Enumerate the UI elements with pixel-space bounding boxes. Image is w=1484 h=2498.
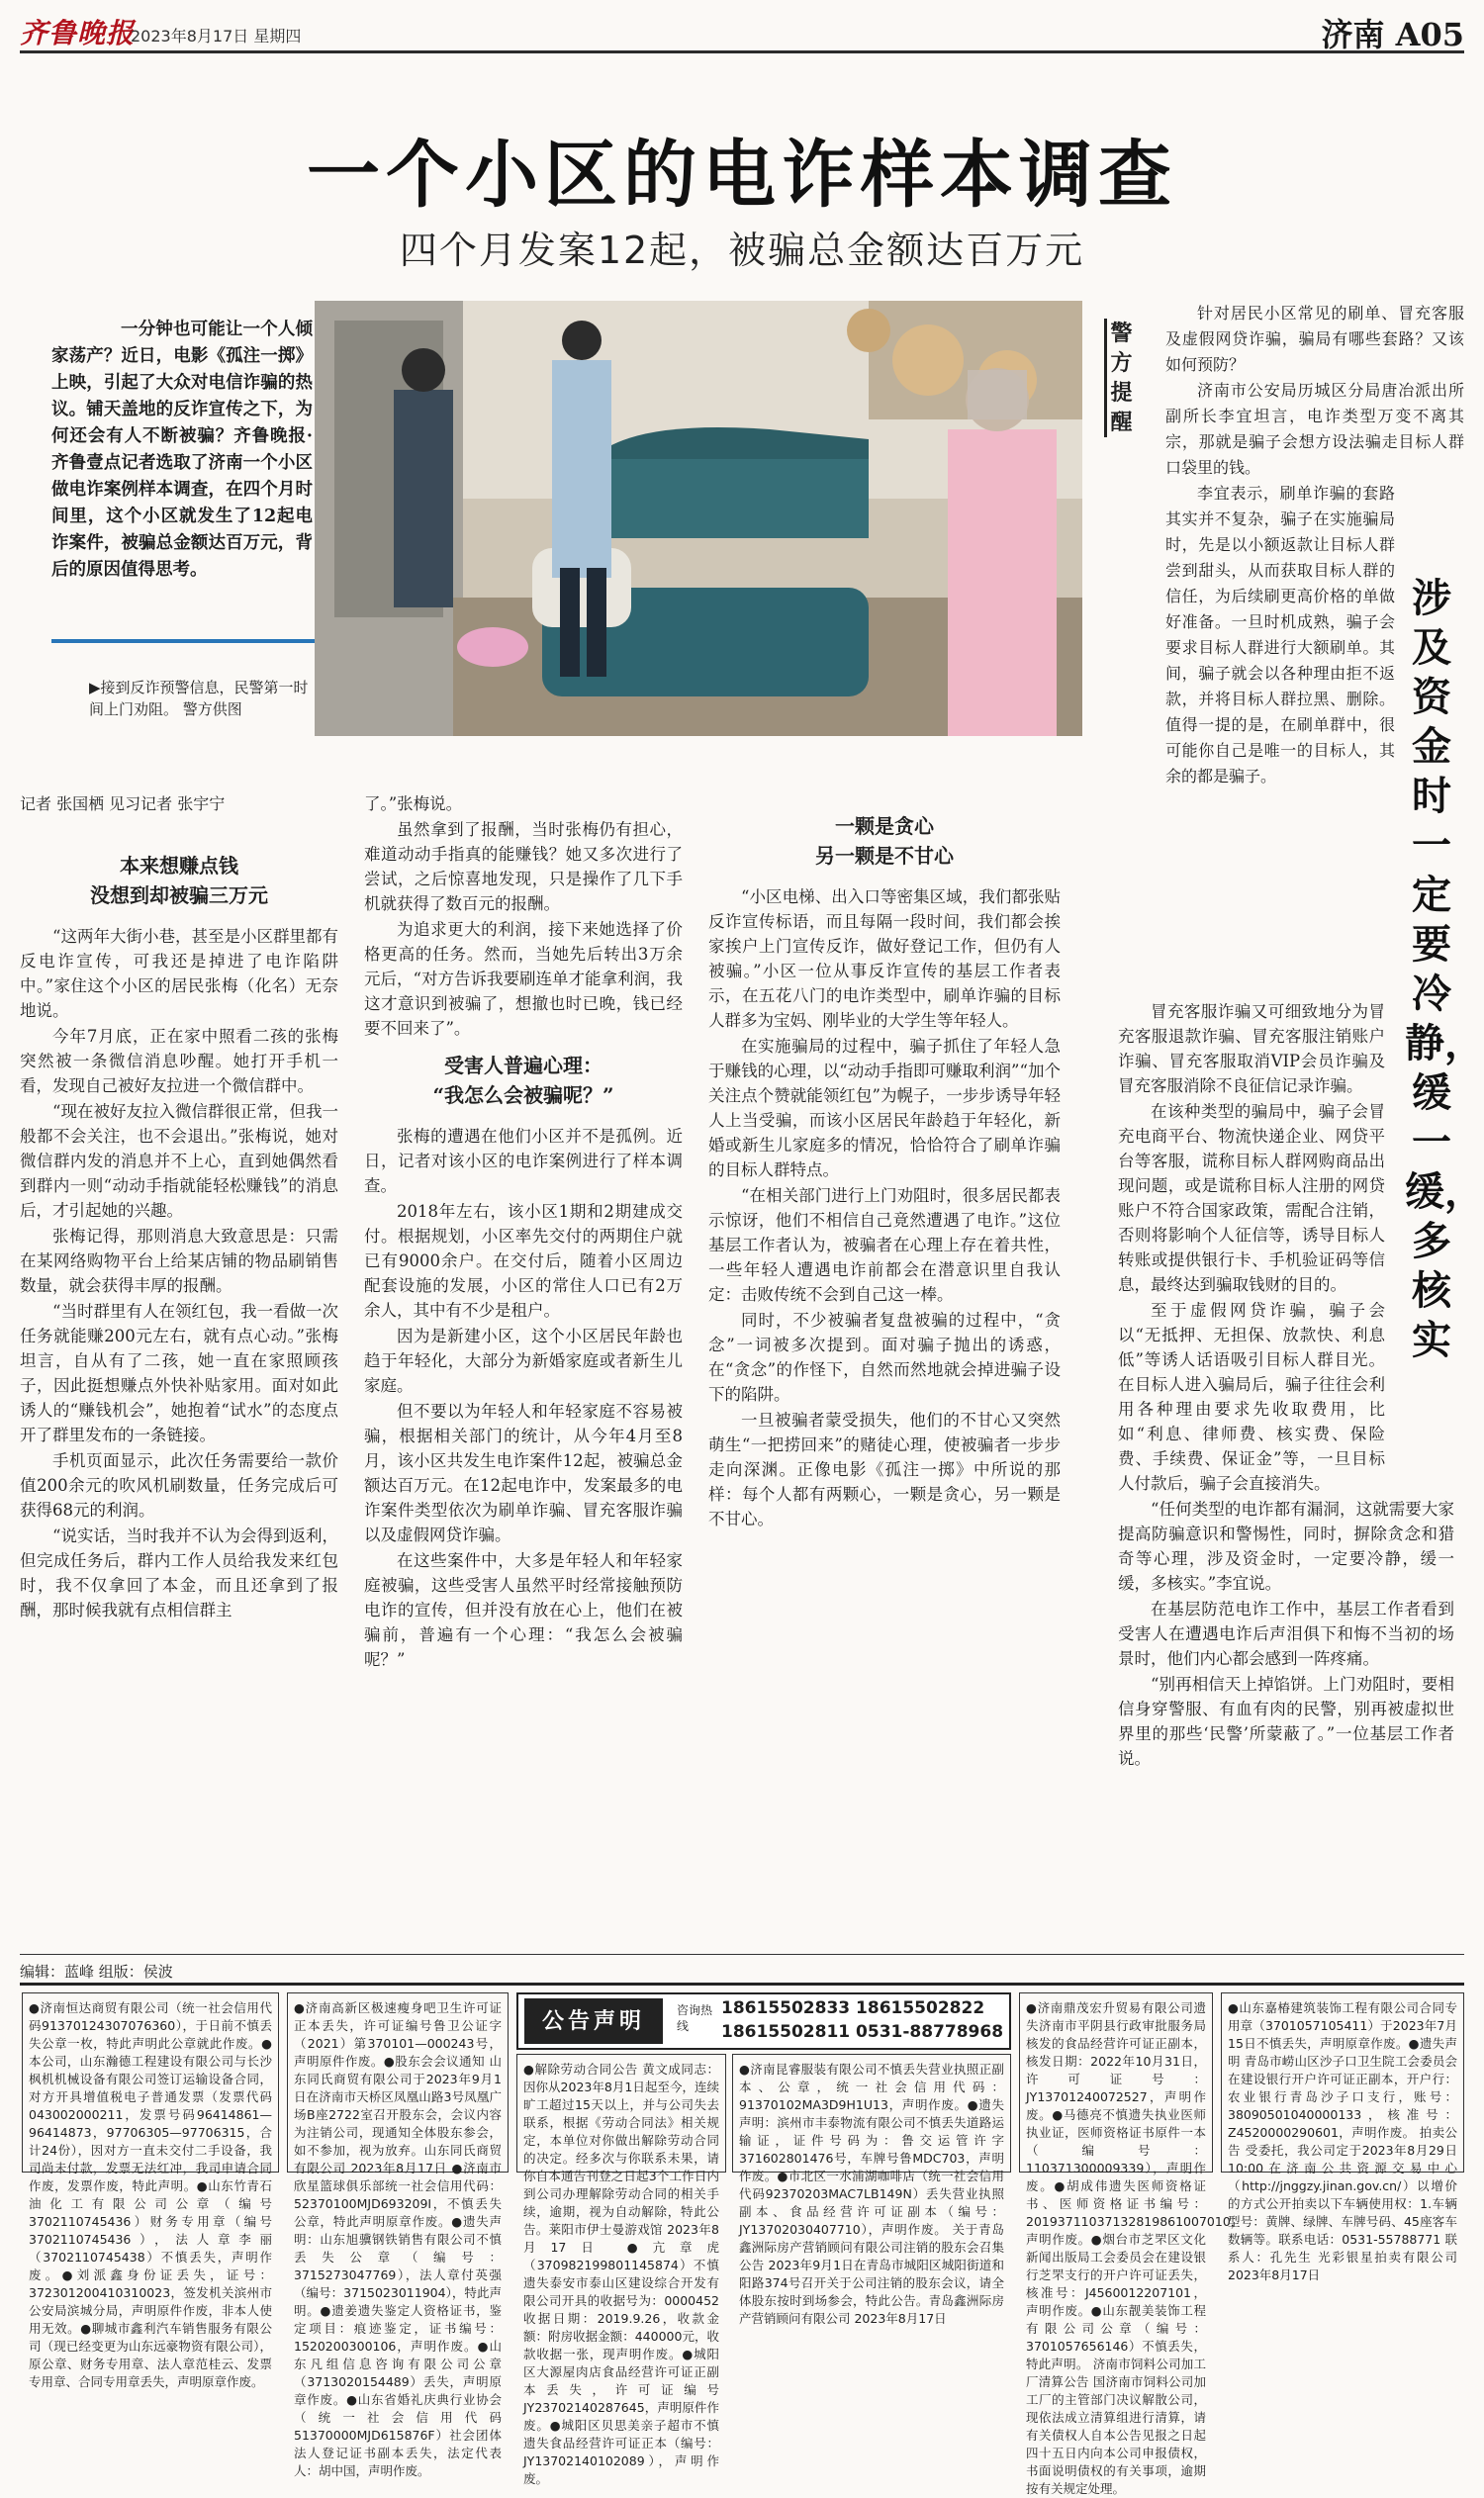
paragraph: 今年7月底，正在家中照看二孩的张梅突然被一条微信消息吵醒。她打开手机一看，发现自己被好友拉进一个微信群中。 [20,1027,338,1095]
pull-quote: 涉及资金时一定要冷静，缓一缓，多核实 [1405,575,1484,1363]
column-3 [708,801,1061,1532]
photo-caption: ▶接到反诈预警信息，民警第一时间上门劝阻。 警方供图 [89,679,309,718]
paragraph: 在实施骗局的过程中，骗子抓住了年轻人急于赚钱的心理，以“动动手指即可赚取利润”“加个关注点个赞就能领红包”为幌子，一步步诱导年轻人上当受骗，而该小区居民年龄趋于年轻化，新婚或新生儿家庭多的情况，恰恰符合了刷单诈骗的目标人群特点。 [708,1037,1061,1179]
edition-label: 济南 A05 [1321,16,1464,53]
paragraph: 在这些案件中，大多是年轻人和年轻家庭被骗，这些受害人虽然平时经常接触预防电诈的宣传，但并没有放在心上，他们在被骗前，普遍有一个心理：“我怎么会被骗呢？” [364,1551,683,1669]
paragraph: 虽然拿到了报酬，当时张梅仍有担心，难道动动手指真的能赚钱？她又多次进行了尝试，之后惊喜地发现，只是操作了几下手机就获得了数百元的报酬。 [364,820,683,913]
classified-ads-column-3: ●解除劳动合同公告 黄文成同志：因你从2023年8月1日起至今，连续旷工超过15天以上，并与公司失去联系，根据《劳动合同法》相关规定，本单位对你做出解除劳动合同的决定。经多次与你联系未果，请你自本通告刊登之日起3个工作日内到公司办理解除劳动合同的相关手续，逾期，视为自动解除，特此公告。莱阳市伊士曼游戏馆 2023年8月17日 ●亢章虎（370982199801145874）不慎遗失泰安市泰山区建设综合开发有限公司开具的收据号为：0000452收据日期：2019.9.26，收款金额：附房收据金额：440000元，收款收据一张，现声明作废。●城阳区大源屋肉店食品经营许可证正副本丢失，许可证编号JY23702140287645，声明原件作废。●城阳区贝思美亲子超市不慎遗失食品经营许可证正本（编号：JY13702140102089），声明作废。 [516,2054,726,2173]
notice-label: 公告声明 [524,1998,663,2044]
paragraph: “别再相信天上掉馅饼。上门劝阻时，要相信身穿警服、有血有肉的民警，别再被虚拟世界里的那些‘民警’所蒙蔽了。”一位基层工作者说。 [1118,1675,1454,1768]
phone-line: 18615502833 18615502822 [721,1998,985,2018]
classified-ads-column-6: ●山东嘉椿建筑装饰工程有限公司合同专用章（3701057105411）于2023年7月15日不慎丢失，声明原章作废。●遗失声明 青岛市崂山区沙子口卫生院工会委员会在建设银行开户许可证正副本，开户行：农业银行青岛沙子口支行，账号：38090501040000133，核准号：Z4520000290601，声明作废。 拍卖公告 受委托，我公司定于2023年8月29日10:00在济南公共资源交易中心（http://jnggzy.jinan.gov.cn/）以增价的方式公开拍卖以下车辆使用权：1.车辆型号：黄牌、绿牌、车牌号码、45座客车数辆等。联系电话：0531-55788771 联系人：孔先生 光彩银星拍卖有限公司 2023年8月17日 [1221,1992,1464,2173]
paragraph: “小区电梯、出入口等密集区域，我们都张贴反诈宣传标语，而且每隔一段时间，我们都会挨家挨户上门宣传反诈，做好登记工作，但仍有人被骗。”小区一位从事反诈宣传的基层工作者表示，在五花八门的电诈类型中，刷单诈骗的目标人群多为宝妈、刚毕业的大学生等年轻人。 [708,887,1061,1030]
paragraph: 至于虚假网贷诈骗，骗子会以“无抵押、无担保、放款快、利息低”等诱人话语吸引目标人群目光。在目标人进入骗局后，骗子往往会利用各种理由要求先收取费用，比如“利息、律师费、核实费、保险费、手续费、保证金”等，一旦目标人付款后，骗子会直接消失。 [1118,1301,1385,1493]
ads-divider [20,1983,1464,1986]
photo-illustration [315,301,1082,736]
paragraph: “说实话，当时我并不认为会得到返利，但完成任务后，群内工作人员给我发来红包时，我不仅拿回了本金，而且还拿到了报酬，那时候我就有点相信群主 [20,1527,338,1619]
paragraph: 冒充客服诈骗又可细致地分为冒充客服退款诈骗、冒充客服注销账户诈骗、冒充客服取消VIP会员诈骗及冒充客服消除不良征信记录诈骗。 [1118,1002,1385,1095]
subheadline: 四个月发案12起，被骗总金额达百万元 [399,229,1085,272]
intro-divider [51,639,319,643]
section-title: 一颗是贪心 另一颗是不甘心 [815,814,954,868]
tip-label: 警方提醒 [1104,319,1134,437]
section-title: 本来想赚点钱 没想到却被骗三万元 [90,854,268,907]
headline: 一个小区的电诈样本调查 [307,133,1177,218]
paragraph: 同时，不少被骗者复盘被骗的过程中，“贪念”一词被多次提到。面对骗子抛出的诱惑，在“贪念”的作怪下，自然而然地就会掉进骗子设下的陷阱。 [708,1311,1061,1404]
paragraph: “现在被好友拉入微信群很正常，但我一般都不会关注，也不会退出。”张梅说，她对微信群内发的消息并不上心，直到她偶然看到群内一则“动动手指就能轻松赚钱”的消息后，才引起她的兴趣。 [20,1102,338,1220]
paragraph: 在基层防范电诈工作中，基层工作者看到受害人在遭遇电诈后声泪俱下和悔不当初的场景时，他们内心都会感到一阵疼痛。 [1118,1600,1454,1668]
column-2 [364,791,683,1673]
intro-paragraph [51,317,313,584]
paragraph: 张梅的遭遇在他们小区并不是孤例。近日，记者对该小区的电诈案例进行了样本调查。 [364,1127,683,1195]
paragraph: 因为是新建小区，这个小区居民年龄也趋于年轻化，大部分为新婚家庭或者新生儿家庭。 [364,1327,683,1395]
paragraph: 手机页面显示，此次任务需要给一款价值200余元的吹风机刷数量，任务完成后可获得68元的利润。 [20,1451,338,1520]
paragraph: 2018年左右，该小区1期和2期建成交付。根据规划，小区率先交付的两期住户就已有9000余户。在交付后，随着小区周边配套设施的发展，小区的常住人口已有2万余人，其中有不少是租户。 [364,1202,683,1320]
paragraph: 在该种类型的骗局中，骗子会冒充电商平台、物流快递企业、网贷平台等客服，谎称目标人群网购商品出现问题，或是谎称目标人注册的网贷账户不符合国家政策，需配合注销，否则将影响个人征信等，诱导目标人转账或提供银行卡、手机验证码等信息，最终达到骗取钱财的目的。 [1118,1102,1385,1294]
hotline-numbers [721,1996,1003,2044]
paragraph: 但不要以为年轻人和年轻家庭不容易被骗，根据相关部门的统计，从今年4月至8月，该小区共发生电诈案件12起，被骗总金额达百万元。在12起电诈中，发案最多的电诈案件类型依次为刷单诈骗、冒充客服诈骗以及虚假网贷诈骗。 [364,1402,683,1544]
right-paragraph: 李宜表示，刷单诈骗的套路其实并不复杂，骗子在实施骗局时，先是以小额返款让目标人群尝到甜头，从而获取目标人群的信任，为后续刷更高价格的单做好准备。一旦时机成熟，骗子会要求目标人群进行大额刷单。其间，骗子就会以各种理由拒不返款，并将目标人群拉黑、删除。值得一提的是，在刷单群中，很可能你自己是唯一的目标人，其余的都是骗子。 [1165,484,1395,786]
paragraph: 张梅记得，那则消息大致意思是：只需在某网络购物平台上给某店铺的物品刷销售数量，就会获得丰厚的报酬。 [20,1227,338,1295]
paragraph: 一旦被骗者蒙受损失，他们的不甘心又突然萌生“一把捞回来”的赌徒心理，使被骗者一步步走向深渊。正像电影《孤注一掷》中所说的那样：每个人都有两颗心，一颗是贪心，另一颗是不甘心。 [708,1411,1061,1528]
intro-text: 一分钟也可能让一个人倾家荡产？近日，电影《孤注一掷》上映，引起了大众对电信诈骗的热议。铺天盖地的反诈宣传之下，为何还会有人不断被骗？齐鲁晚报·齐鲁壹点记者选取了济南一个小区做电诈案例样本调查，在四个月时间里，这个小区就发生了12起电诈案件，被骗总金额达百万元，背后的原因值得思考。 [51,320,313,580]
news-photo [315,301,1082,736]
paragraph: “当时群里有人在领红包，我一看做一次任务就能赚200元左右，就有点心动。”张梅坦言，自从有了二孩，她一直在家照顾孩子，因此挺想赚点外快补贴家用。面对如此诱人的“赚钱机会”，她抱着“试水”的态度点开了群里发布的一条链接。 [20,1302,338,1444]
editor-credits: 编辑：蓝峰 组版：侯波 [20,1954,1464,1982]
paragraph: “这两年大街小巷，甚至是小区群里都有反电诈宣传，可我还是掉进了电诈陷阱中。”家住这个小区的居民张梅（化名）无奈地说。 [20,927,338,1020]
column-1 [20,841,338,1623]
paragraph: “在相关部门进行上门劝阻时，很多居民都表示惊讶，他们不相信自己竟然遭遇了电诈。”这位基层工作者认为，被骗者在心理上存在着共性，一些年轻人遭遇电诈前都会在潜意识里自我认定：击败传统不会到自己这一棒。 [708,1186,1061,1304]
notice-banner [516,1992,1011,2050]
paragraph: 了。”张梅说。 [364,794,463,813]
classified-ads-column-2: ●济南高新区极速瘦身吧卫生许可证正本丢失，许可证编号鲁卫公证字（2021）第370101—000243号，声明原件作废。●股东会会议通知 山东同氏商贸有限公司于2023年9月1日在济南市天桥区凤凰山路3号凤凰广场B座2722室召开股东会，会议内容为注销公司，现通知全体股东参会，如不参加，视为放弃。山东同氏商贸有限公司 2023年8月17日 ●济南市欣星篮球俱乐部统一社会信用代码：52370100MJD693209I，不慎丢失公章，特此声明原章作废。●遗失声明：山东旭骥钢铁销售有限公司不慎丢失公章（编号：3715273047769），法人章付英强（编号：3715023011904），特此声明。●遗姜遗失鉴定人资格证书，鉴定项目：痕迹鉴定，证书编号：1520200300106，声明作废。●山东凡组信息咨询有限公司公章（3713020154489）丢失，声明原章作废。●山东省婚礼庆典行业协会（统一社会信用代码51370000MJD615876F）社会团体法人登记证书副本丢失，法定代表人：胡中国，声明作废。 [287,1992,509,2173]
phone-line: 18615502811 0531-88778968 [721,2022,1004,2042]
paragraph: “任何类型的电诈都有漏洞，这就需要大家提高防骗意识和警惕性，同时，摒除贪念和猎奇等心理，涉及资金时，一定要冷静，缓一缓，多核实。”李宜说。 [1118,1500,1454,1593]
hotline-label: 咨询热线 [677,2003,713,2033]
masthead [20,10,1464,53]
right-paragraph: 济南市公安局历城区分局唐冶派出所副所长李宜坦言，电诈类型万变不离其宗，那就是骗子会想方设法骗走目标人群口袋里的钱。 [1165,381,1464,477]
column-4 [1118,999,1454,1772]
newspaper-logo: 齐鲁晚报 [20,17,136,49]
classified-ads-column-4: ●济南昆睿服装有限公司不慎丢失营业执照正副本、公章，统一社会信用代码：91370102MA3D9H1U13，声明作废。●遗失声明：滨州市丰泰物流有限公司不慎丢失道路运输证，证件号码为：鲁交运管许字371602801476号，车牌号鲁MDC703，声明作废。●市北区一水浦湖咖啡店（统一社会信用代码92370203MAC7LB149N）丢失营业执照副本、食品经营许可证副本（编号：JY13702030407710），声明作废。 关于青岛鑫洲际房产营销顾问有限公司注销的股东会召集公告 2023年9月1日在青岛市城阳区城阳街道和阳路374号召开关于公司注销的股东会议，请全体股东按时到场参会，特此公告。青岛鑫洲际房产营销顾问有限公司 2023年8月17日 [732,2054,1011,2173]
section-title: 受害人普遍心理： “我怎么会被骗呢？” [432,1054,614,1107]
classified-ads-column-1: ●济南恒达商贸有限公司（统一社会信用代码91370124307076360），于日前不慎丢失公章一枚，特此声明此公章就此作废。●本公司，山东瀚德工程建设有限公司与长沙枫机机械设备有限公司签订运输设备合同，对方开具增值税电子普通发票（发票代码043002000211，发票号码96414861—96414873，97706305—97706315，合计24份），因对方一直未交付二手设备，我司尚未付款，发票无法红冲，我司申请合同作废，发票作废，特此声明。●山东竹青石油化工有限公司公章（编号3702110745436）财务专用章（编号3702110745436），法人章李丽（3702110745438）不慎丢失，声明作废。●刘派鑫身份证丢失，证号：372301200410310023，签发机关滨州市公安局滨城分局，声明原件作废，非本人使用无效。●聊城市鑫利汽车销售服务有限公司（现已经变更为山东远豪物资有限公司），原公章、财务专用章、法人章范桂云、发票专用章、合同专用章丢失，声明原章作废。 [22,1992,279,2173]
paragraph: 为追求更大的利润，接下来她选择了价格更高的任务。然而，当她先后转出3万余元后，“对方告诉我要刷连单才能拿利润，我这才意识到被骗了，想撤也时已晚，钱已经要不回来了”。 [364,920,683,1038]
right-paragraph: 针对居民小区常见的刷单、冒充客服及虚假网贷诈骗，骗局有哪些套路？又该如何预防？ [1165,304,1464,374]
byline: 记者 张国栖 见习记者 张宇宁 [20,794,226,813]
classified-ads-column-5: ●济南鼎茂宏升贸易有限公司遗失济南市平阴县行政审批服务局核发的食品经营许可证正副本，核发日期：2022年10月31日，许可证号：JY13701240072527，声明作废。●马德亮不慎遗失执业医师执业证，医师资格证书原件一本（编号：110371300009339），声明作废。●胡成伟遗失医师资格证书、医师资格证书编号：20193711037132819861007010，声明作废。●烟台市芝罘区文化新闻出版局工会委员会在建设银行芝罘支行的开户许可证丢失，核准号：J4560012207101，声明作废。●山东靓美装饰工程有限公司公章（编号：3701057656146）不慎丢失，特此声明。 济南市饲料公司加工厂清算公告 国济南市饲料公司加工厂的主管部门决议解散公司，现依法成立清算组进行清算，请有关债权人自本公告见报之日起四十五日内向本公司申报债权，书面说明债权的有关事项，逾期按有关规定处理。 [1019,1992,1213,2173]
issue-date: 2023年8月17日 星期四 [131,27,302,46]
